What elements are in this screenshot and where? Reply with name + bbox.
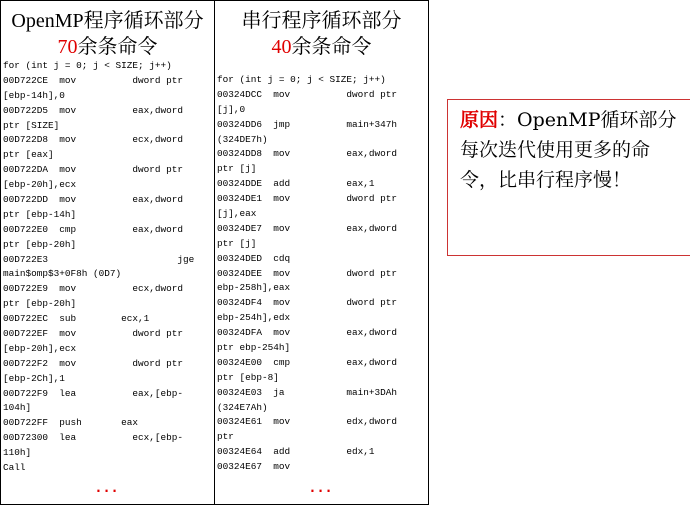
serial-count-number: 40: [271, 36, 292, 58]
code-line: (324DE7h): [217, 133, 268, 145]
code-line: (324E7Ah): [217, 401, 268, 413]
code-line: 00324DE1 mov dword ptr: [217, 193, 398, 205]
code-line: 00324E03 ja main+3DAh: [217, 386, 398, 398]
code-line: for (int j = 0; j < SIZE; j++): [217, 74, 386, 85]
code-line: 00D72300 lea ecx,[ebp-: [3, 432, 184, 444]
code-line: 00324E00 cmp eax,dword: [217, 356, 398, 368]
code-line: ptr [eax]: [3, 149, 54, 161]
code-line: Call: [3, 462, 26, 474]
reason-text: [460, 105, 678, 195]
code-line: 00324DCC mov dword ptr: [217, 88, 398, 100]
serial-assembly-listing: [217, 73, 426, 475]
code-line: ptr [SIZE]: [3, 119, 60, 131]
code-line: 00D722D5 mov eax,dword: [3, 104, 184, 116]
code-line: ptr [ebp-14h]: [3, 208, 77, 220]
code-line: 00D722D8 mov ecx,dword: [3, 134, 184, 146]
openmp-column-title: OpenMP程序循环部分: [11, 10, 204, 32]
reason-keyword: 原因: [460, 109, 499, 131]
code-line: [ebp-14h],0: [3, 89, 65, 101]
openmp-count-text: 余条命令: [77, 36, 158, 58]
code-line: 00324DED cdq: [217, 252, 291, 264]
code-line: 00D722F9 lea eax,[ebp-: [3, 387, 184, 399]
code-line: 00D722EF mov dword ptr: [3, 328, 184, 340]
serial-column: [215, 1, 428, 504]
code-line: 110h]: [3, 447, 32, 459]
code-line: 00324DD6 jmp main+347h: [217, 118, 398, 130]
code-line: [j],0: [217, 103, 246, 115]
code-line: 00324E64 add edx,1: [217, 446, 375, 458]
code-line: for (int j = 0; j < SIZE; j++): [3, 60, 172, 71]
serial-count-text: 余条命令: [291, 36, 372, 58]
code-line: ptr [ebp-8]: [217, 371, 279, 383]
code-line: main$omp$3+0F8h (0D7): [3, 268, 122, 280]
code-line: 00D722FF push eax: [3, 417, 139, 429]
reason-body: ：OpenMP循环部分每次迭代使用更多的命令，比串行程序慢！: [460, 109, 677, 191]
openmp-assembly-listing: [3, 59, 212, 476]
code-line: ebp-254h],edx: [217, 312, 291, 324]
code-line: 00324DF4 mov dword ptr: [217, 297, 398, 309]
code-line: 00D722E0 cmp eax,dword: [3, 223, 184, 235]
code-line: 00324DE7 mov eax,dword: [217, 222, 398, 234]
openmp-ellipsis: ...: [95, 472, 120, 497]
code-line: 00324E67 mov: [217, 461, 291, 473]
code-line: 104h]: [3, 402, 32, 414]
code-line: ptr: [217, 431, 234, 443]
code-line: 00324E61 mov edx,dword: [217, 416, 398, 428]
code-line: 00324DEE mov dword ptr: [217, 267, 398, 279]
serial-instruction-count: [215, 34, 428, 60]
code-line: ptr ebp-254h]: [217, 342, 291, 354]
code-line: [ebp-20h],ecx: [3, 342, 77, 354]
code-line: ptr [j]: [217, 237, 257, 249]
code-line: ebp-258h],eax: [217, 282, 291, 294]
code-line: 00324DFA mov eax,dword: [217, 327, 398, 339]
code-line: 00D722EC sub ecx,1: [3, 313, 150, 325]
code-line: 00D722DD mov eax,dword: [3, 194, 184, 206]
code-line: 00324DD8 mov eax,dword: [217, 148, 398, 160]
code-line: 00D722F2 mov dword ptr: [3, 357, 184, 369]
code-line: [ebp-20h],ecx: [3, 179, 77, 191]
serial-ellipsis: ...: [309, 472, 334, 497]
code-line: 00324DDE add eax,1: [217, 178, 375, 190]
code-line: 00D722CE mov dword ptr: [3, 74, 184, 86]
code-line: 00D722E3 jge: [3, 253, 195, 265]
code-line: ptr [ebp-20h]: [3, 238, 77, 250]
code-line: 00D722DA mov dword ptr: [3, 164, 184, 176]
code-line: ptr [j]: [217, 163, 257, 175]
code-line: 00D722E9 mov ecx,dword: [3, 283, 184, 295]
openmp-instruction-count: [1, 34, 214, 60]
openmp-column: [1, 1, 215, 504]
reason-note: [447, 99, 690, 256]
openmp-count-number: 70: [57, 36, 78, 58]
serial-column-title: 串行程序循环部分: [241, 10, 402, 32]
code-line: [j],eax: [217, 208, 257, 220]
code-line: ptr [ebp-20h]: [3, 298, 77, 310]
code-line: [ebp-2Ch],1: [3, 372, 65, 384]
